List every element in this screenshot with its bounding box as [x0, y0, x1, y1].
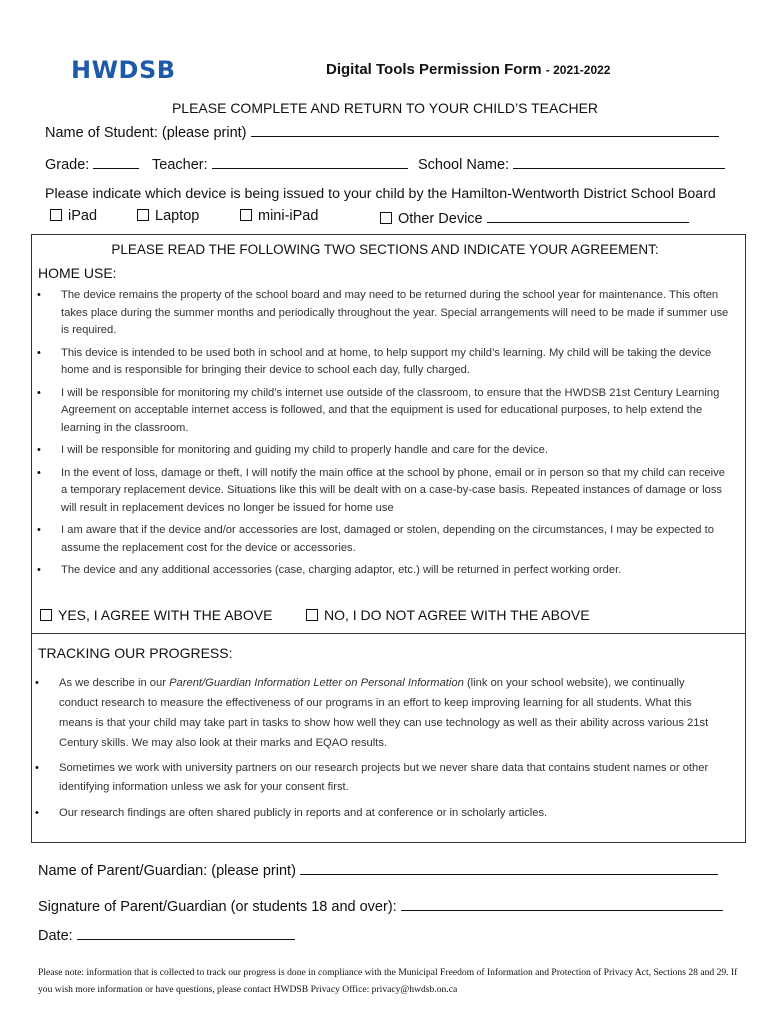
bullet-icon: •	[37, 444, 41, 456]
agreement-banner: PLEASE READ THE FOLLOWING TWO SECTIONS AND INDICATE YOUR AGREEMENT:	[111, 242, 659, 257]
tracking-heading: TRACKING OUR PROGRESS:	[38, 645, 233, 661]
home-use-item-7: The device and any additional accessories (case, charging adaptor, etc.) will be returned in perfect working order.	[61, 564, 622, 576]
mini-ipad-label: mini-iPad	[258, 208, 319, 224]
bullet-icon: •	[37, 289, 41, 301]
device-option-other[interactable]	[380, 208, 689, 227]
mini-ipad-checkbox[interactable]	[240, 209, 252, 221]
other-device-field[interactable]	[487, 208, 689, 223]
home-use-item-2: This device is intended to be used both in school and at home, to help support my child’s learning. My child will be taking the device home and is responsible for bringing their device to school each day, fully charged.	[61, 346, 712, 376]
list-item	[37, 385, 729, 438]
home-use-heading: HOME USE:	[38, 265, 117, 281]
home-use-item-5: In the event of loss, damage or theft, I will notify the main office at the school by phone, email or in person so that my child can receive a temporary replacement device. Situations like this will be dealt with on a case-by-case basis. Repeated instances of damage or loss will result in replacement devices no longer be issued for home use	[61, 466, 725, 514]
student-name-row	[45, 122, 719, 141]
form-title-text: Digital Tools Permission Form	[326, 61, 542, 78]
date-field[interactable]	[77, 925, 295, 940]
list-item	[37, 287, 729, 340]
device-option-mini-ipad[interactable]	[240, 208, 318, 224]
list-item	[35, 673, 724, 753]
bullet-icon: •	[35, 677, 39, 689]
bullet-icon: •	[37, 524, 41, 536]
home-use-item-3: I will be responsible for monitoring my child’s internet use outside of the classroom, to ensure that the HWDSB 21st Century Learning Agreement on acceptable internet access is followed, and that the equipment is used for educational purposes, to help extend the learning in the classroom.	[61, 386, 720, 434]
tracking-list	[35, 673, 724, 823]
home-use-item-4: I will be responsible for monitoring and guiding my child to properly handle and care for the device.	[61, 444, 548, 456]
signature-label: Signature of Parent/Guardian (or students 18 and over):	[38, 899, 397, 915]
teacher-field[interactable]	[212, 154, 408, 169]
laptop-label: Laptop	[155, 208, 200, 224]
tracking-item-1-post: (link on your school website), we continually conduct research to measure the effectiveness of our programs in an effort to keep improving learning for all students. What this means is that your child may take part in tasks to show how well they can use technology as well as their ability across various 21st Century skills. We may also look at their marks and EQAO results.	[59, 677, 709, 749]
signature-row	[38, 896, 723, 915]
home-use-item-1: The device remains the property of the school board and may need to be returned during the school year for maintenance. This often takes place during the summer months and periodically throughout the year. Special arrangements will need to be made if summer use is required.	[61, 289, 729, 336]
agree-label: YES, I AGREE WITH THE ABOVE	[58, 607, 273, 623]
device-prompt: Please indicate which device is being issued to your child by the Hamilton-Wentworth District School Board	[45, 186, 716, 202]
list-item	[37, 442, 729, 460]
tracking-item-1-pre: As we describe in our	[59, 677, 170, 689]
other-device-checkbox[interactable]	[380, 212, 392, 224]
privacy-note: Please note: information that is collected to track our progress is done in compliance with the Municipal Freedom of Information and Protection of Privacy Act, Sections 28 and 29. If you wish more information or have questions, please contact HWDSB Privacy Office: privacy@hwdsb.on.ca	[38, 967, 738, 995]
bullet-icon: •	[35, 807, 39, 819]
school-row	[418, 154, 725, 173]
grade-label: Grade:	[45, 157, 90, 173]
disagree-option[interactable]	[306, 607, 590, 623]
teacher-row	[152, 154, 408, 173]
list-item	[35, 759, 724, 797]
ipad-checkbox[interactable]	[50, 209, 62, 221]
home-use-list	[37, 287, 729, 580]
date-label: Date:	[38, 928, 73, 944]
parent-name-label: Name of Parent/Guardian: (please print)	[38, 863, 296, 879]
device-option-ipad[interactable]	[50, 208, 97, 224]
parent-name-row	[38, 860, 718, 879]
laptop-checkbox[interactable]	[137, 209, 149, 221]
date-row	[38, 925, 295, 944]
student-name-field[interactable]	[251, 122, 719, 137]
list-item	[37, 562, 729, 580]
bullet-icon: •	[37, 564, 41, 576]
parent-name-field[interactable]	[300, 860, 718, 875]
info-letter-title: Parent/Guardian Information Letter on Personal Information	[169, 677, 464, 689]
signature-field[interactable]	[401, 896, 723, 911]
bullet-icon: •	[35, 762, 39, 774]
school-field[interactable]	[513, 154, 725, 169]
tracking-item-2: Sometimes we work with university partners on our research projects but we never share data that contains student names or other identifying information unless we ask for your consent first.	[59, 762, 709, 793]
device-option-laptop[interactable]	[137, 208, 199, 224]
home-use-item-6: I am aware that if the device and/or accessories are lost, damaged or stolen, depending on the circumstances, I may be expected to assume the replacement cost for the device or accessories.	[61, 524, 714, 554]
student-name-label: Name of Student: (please print)	[45, 125, 247, 141]
ipad-label: iPad	[68, 208, 98, 224]
return-instruction: PLEASE COMPLETE AND RETURN TO YOUR CHILD’S TEACHER	[171, 100, 599, 116]
list-item	[37, 522, 729, 557]
hwdsb-logo: HWDSB	[71, 56, 176, 84]
form-title	[326, 61, 610, 78]
agree-checkbox[interactable]	[40, 609, 52, 621]
teacher-label: Teacher:	[152, 157, 208, 173]
list-item	[35, 805, 724, 823]
agree-option[interactable]	[40, 607, 272, 623]
bullet-icon: •	[37, 466, 41, 479]
grade-field[interactable]	[93, 154, 139, 169]
school-label: School Name:	[418, 157, 510, 173]
grade-row	[45, 154, 139, 173]
list-item	[37, 465, 729, 518]
list-item	[37, 345, 729, 380]
other-device-label: Other Device	[398, 211, 483, 227]
form-year: - 2021-2022	[545, 63, 611, 77]
bullet-icon: •	[37, 346, 41, 359]
disagree-checkbox[interactable]	[306, 609, 318, 621]
disagree-label: NO, I DO NOT AGREE WITH THE ABOVE	[324, 607, 590, 623]
bullet-icon: •	[37, 386, 41, 399]
tracking-item-3: Our research findings are often shared publicly in reports and at conference or in scholarly articles.	[59, 807, 548, 819]
